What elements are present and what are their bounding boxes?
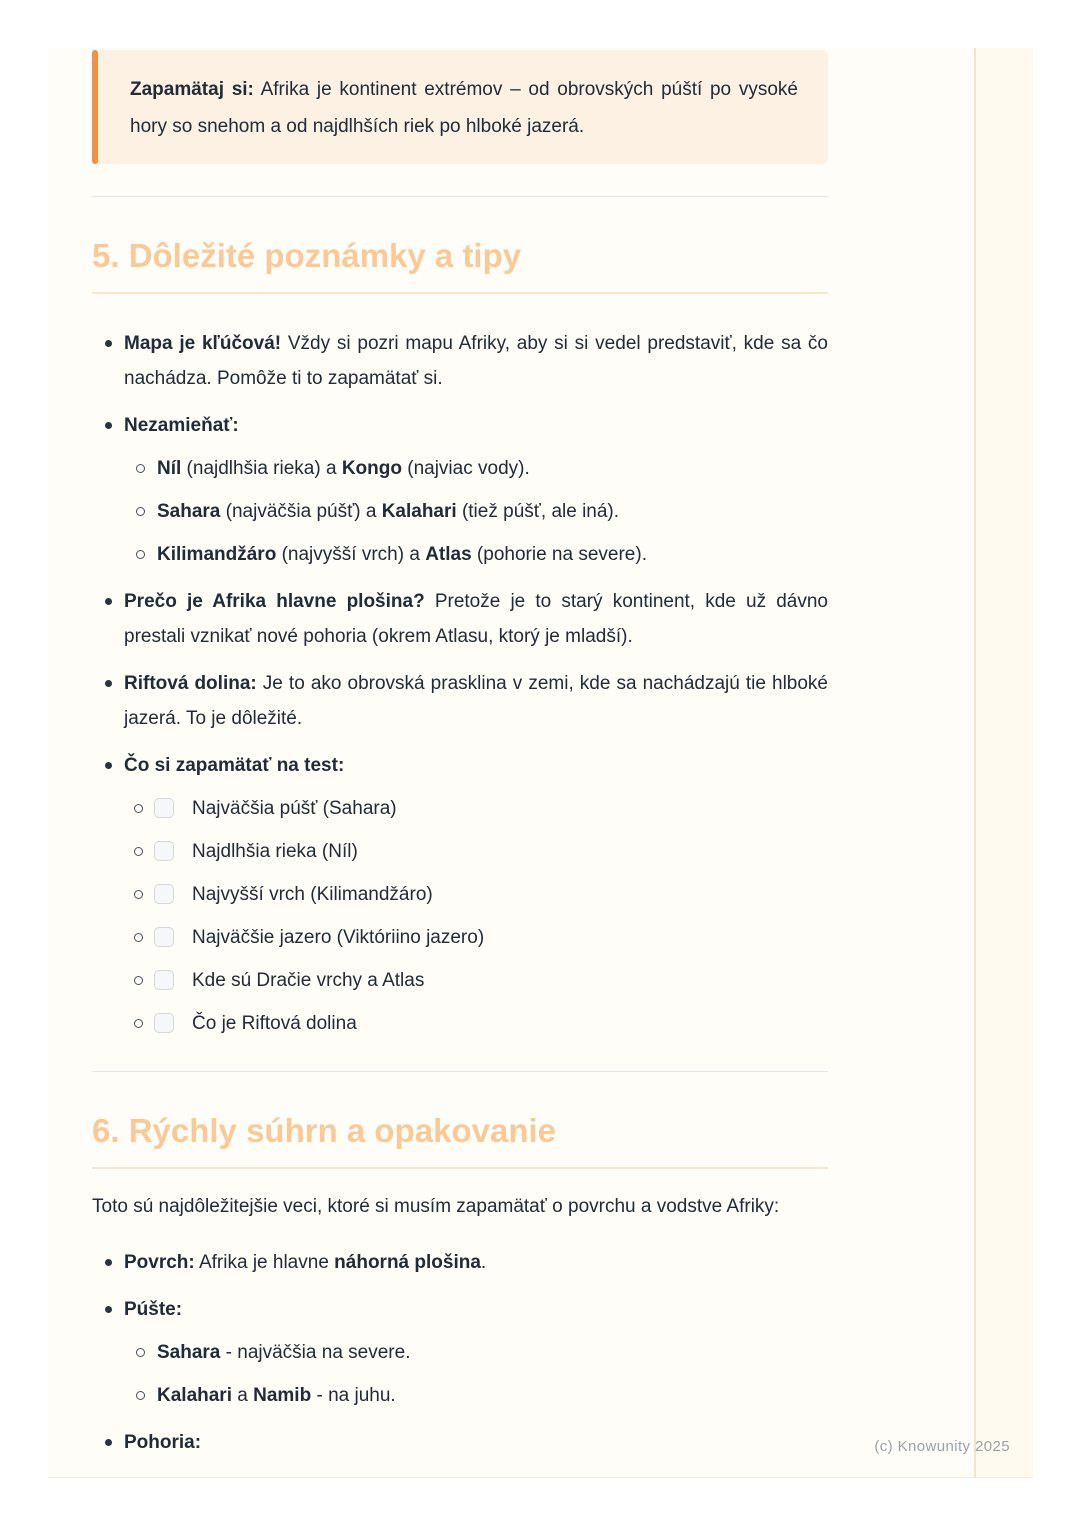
bullet-text: Mapa je kľúčová! Vždy si pozri mapu Afriky, aby si si vedel predstaviť, kde sa čo nachádza. Pomôže ti to zapamätať si.: [124, 333, 828, 389]
bullet-text: Níl (najdlhšia rieka) a Kongo (najviac vody).: [157, 458, 530, 479]
callout-body-text: Afrika je kontinent extrémov – od obrovských púští po vysoké hory so snehom a od najdlhších riek po hlboké jazerá.: [130, 79, 798, 137]
checkbox-label: Najdlhšia rieka (Níl): [192, 841, 358, 862]
bullet-marker-icon: [136, 550, 145, 559]
bullet-marker-icon: [136, 1348, 145, 1357]
bullet-text: Pohoria:: [124, 1432, 202, 1453]
section-divider: [92, 1071, 828, 1072]
checkbox-item: [92, 791, 828, 826]
bullet-item: [92, 326, 828, 396]
bullet-marker-icon: [105, 1439, 112, 1446]
bullet-marker-icon: [136, 464, 145, 473]
section6-list: [92, 1245, 828, 1460]
checkbox[interactable]: [154, 841, 174, 861]
bullet-item: [92, 1425, 828, 1460]
remember-callout: [92, 50, 828, 164]
bullet-text: Kilimandžáro (najvyšší vrch) a Atlas (pohorie na severe).: [157, 544, 647, 565]
checkbox-label: Najväčšia púšť (Sahara): [192, 798, 397, 819]
bullet-marker-icon: [105, 1306, 112, 1313]
checkbox[interactable]: [154, 798, 174, 818]
bullet-marker-icon: [105, 340, 112, 347]
section5-title: 5. Dôležité poznámky a tipy: [92, 235, 828, 294]
bullet-item: [92, 537, 828, 572]
bullet-marker-icon: [105, 598, 112, 605]
watermark: (c) Knowunity 2025: [874, 1438, 1010, 1455]
bullet-item: [92, 666, 828, 736]
checkbox[interactable]: [154, 884, 174, 904]
bullet-text: Riftová dolina: Je to ako obrovská prasklina v zemi, kde sa nachádzajú tie hlboké jazerá. To je dôležité.: [124, 673, 828, 729]
checkbox-item: [92, 920, 828, 955]
bullet-item: [92, 408, 828, 443]
bullet-item: [92, 1245, 828, 1280]
bullet-marker-icon: [105, 762, 112, 769]
checkbox-item: [92, 1006, 828, 1041]
circle-bullet-icon: [134, 890, 143, 899]
bullet-item: [92, 451, 828, 486]
bullet-text: Sahara (najväčšia púšť) a Kalahari (tiež púšť, ale iná).: [157, 501, 620, 522]
checkbox[interactable]: [154, 927, 174, 947]
bullet-item: [92, 494, 828, 529]
checkbox-label: Kde sú Dračie vrchy a Atlas: [192, 970, 425, 991]
bullet-text: Sahara - najväčšia na severe.: [157, 1342, 411, 1363]
checkbox-item: [92, 877, 828, 912]
circle-bullet-icon: [134, 1019, 143, 1028]
bullet-item: [92, 1335, 828, 1370]
section6-title: 6. Rýchly súhrn a opakovanie: [92, 1110, 828, 1169]
page-edge-strip: [976, 48, 1033, 1477]
section5-list: [92, 326, 828, 1041]
circle-bullet-icon: [134, 804, 143, 813]
checkbox[interactable]: [154, 1013, 174, 1033]
callout-accent-bar: [92, 50, 98, 164]
bullet-item: [92, 748, 828, 783]
section6-intro: Toto sú najdôležitejšie veci, ktoré si musím zapamätať o povrchu a vodstve Afriky:: [92, 1196, 780, 1217]
bullet-item: [92, 1292, 828, 1327]
bullet-marker-icon: [136, 507, 145, 516]
circle-bullet-icon: [134, 847, 143, 856]
bullet-text: Prečo je Afrika hlavne plošina? Pretože je to starý kontinent, kde už dávno prestali vznikať nové pohoria (okrem Atlasu, ktorý je mladší).: [124, 591, 828, 647]
page-edge-line: [974, 48, 976, 1477]
bullet-marker-icon: [105, 422, 112, 429]
page-content: [92, 48, 828, 1460]
checkbox-item: [92, 834, 828, 869]
checkbox-label: Čo je Riftová dolina: [192, 1013, 357, 1034]
bullet-item: [92, 1378, 828, 1413]
checkbox[interactable]: [154, 970, 174, 990]
bullet-text: Nezamieňať:: [124, 415, 239, 436]
callout-text: [130, 71, 798, 145]
circle-bullet-icon: [134, 933, 143, 942]
bullet-text: Čo si zapamätať na test:: [124, 755, 345, 776]
circle-bullet-icon: [134, 976, 143, 985]
section-divider: [92, 196, 828, 197]
checkbox-label: Najvyšší vrch (Kilimandžáro): [192, 884, 433, 905]
bullet-marker-icon: [105, 1259, 112, 1266]
checkbox-label: Najväčšie jazero (Viktóriino jazero): [192, 927, 485, 948]
bullet-text: Púšte:: [124, 1299, 183, 1320]
bullet-text: Povrch: Afrika je hlavne náhorná plošina.: [124, 1252, 487, 1273]
bullet-marker-icon: [105, 680, 112, 687]
checkbox-item: [92, 963, 828, 998]
document-page: [48, 48, 1033, 1478]
bullet-item: [92, 584, 828, 654]
bullet-marker-icon: [136, 1391, 145, 1400]
bullet-text: Kalahari a Namib - na juhu.: [157, 1385, 396, 1406]
callout-bold-label: Zapamätaj si:: [130, 79, 254, 100]
